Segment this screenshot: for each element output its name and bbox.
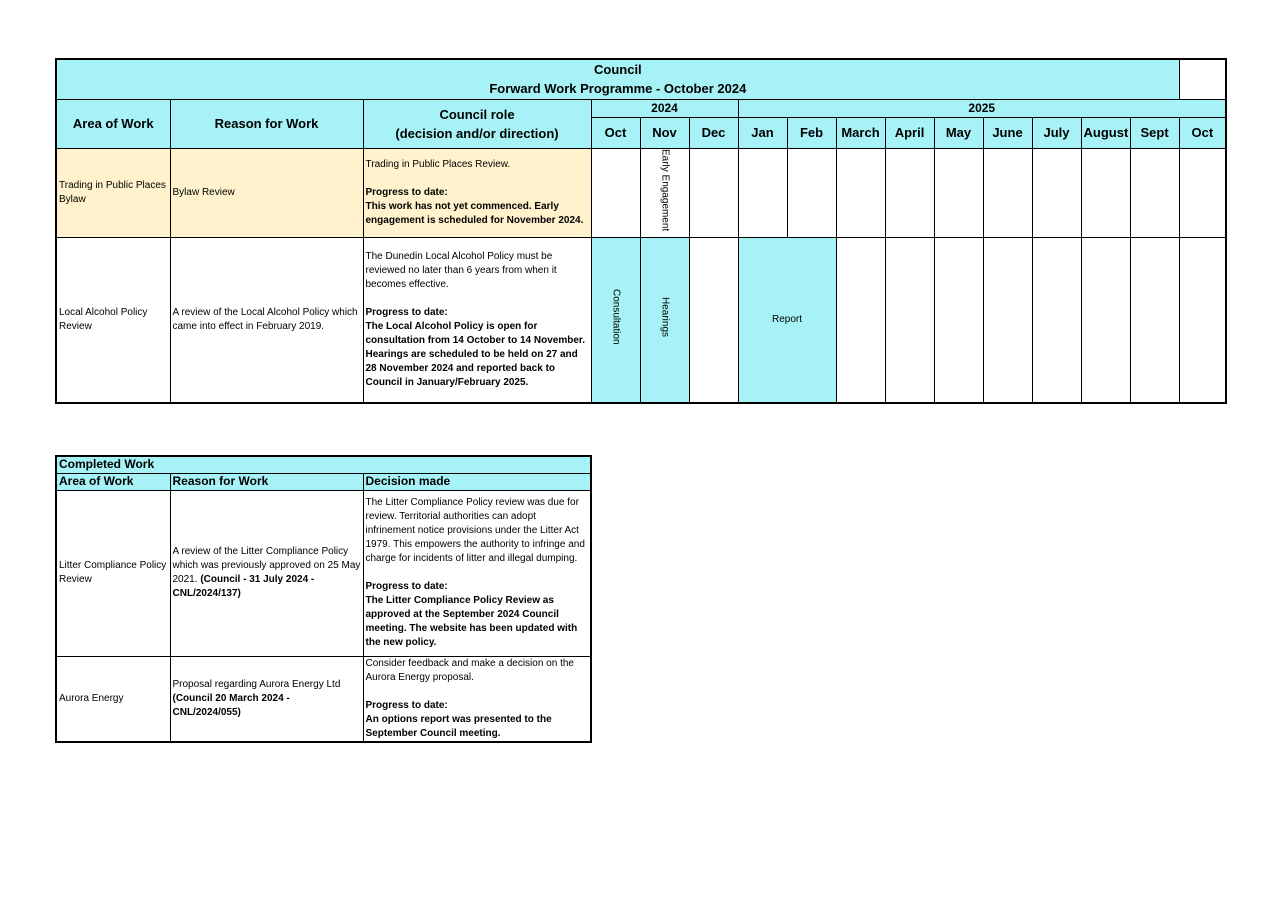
table-row xyxy=(56,237,1226,403)
row-role xyxy=(363,237,591,403)
cell-april xyxy=(885,148,934,237)
completed-work-table xyxy=(55,455,592,743)
completed-work-title: Completed Work xyxy=(56,456,591,473)
row-area: Local Alcohol Policy Review xyxy=(56,237,170,403)
row-area: Trading in Public Places Bylaw xyxy=(56,148,170,237)
header-council-role-line2: (decision and/or direction) xyxy=(395,125,559,141)
header-year-2025: 2025 xyxy=(738,99,1226,117)
row-area: Aurora Energy xyxy=(56,656,170,742)
month-jan: Jan xyxy=(738,117,787,148)
hearings-label: Hearings xyxy=(659,297,671,338)
reason-reference: (Council - 31 July 2024 - CNL/2024/137) xyxy=(172,574,315,599)
cell-march xyxy=(836,237,885,403)
month-sept: Sept xyxy=(1130,117,1179,148)
progress-text: This work has not yet commenced. Early engagement is scheduled for November 2024. xyxy=(365,200,584,226)
reason-text: A review of the Litter Compliance Policy which was previously approved on 25 May 2021. xyxy=(172,546,361,585)
progress-text: The Local Alcohol Policy is open for consultation from 14 October to 14 November. Hearings are scheduled to be held on 27 and 28 November 2024 and reported back to Council in January/February 2025. xyxy=(365,320,585,388)
month-feb: Feb xyxy=(787,117,836,148)
table-row xyxy=(56,656,591,742)
cell-april xyxy=(885,237,934,403)
month-april: April xyxy=(885,117,934,148)
row-reason xyxy=(170,490,363,656)
cell-sept xyxy=(1130,148,1179,237)
cell-jan xyxy=(738,148,787,237)
progress-label: Progress to date: xyxy=(365,306,448,318)
month-march: March xyxy=(836,117,885,148)
table-row xyxy=(56,490,591,656)
cell-august xyxy=(1081,148,1130,237)
cell-july xyxy=(1032,237,1081,403)
row-decision xyxy=(363,490,591,656)
header-council-role-line1: Council role xyxy=(439,106,515,122)
reason-text: Proposal regarding Aurora Energy Ltd xyxy=(172,678,341,690)
header-area-of-work: Area of Work xyxy=(56,99,170,148)
cell-august xyxy=(1081,237,1130,403)
cell-sept xyxy=(1130,237,1179,403)
month-june: June xyxy=(983,117,1032,148)
cell-oct-2024-consultation xyxy=(591,237,640,403)
programme-title xyxy=(56,59,1179,99)
cell-oct-2024 xyxy=(591,148,640,237)
month-nov: Nov xyxy=(640,117,689,148)
cell-may xyxy=(934,148,983,237)
month-dec: Dec xyxy=(689,117,738,148)
month-may: May xyxy=(934,117,983,148)
row-decision xyxy=(363,656,591,742)
cell-nov xyxy=(640,148,689,237)
early-engagement-label: Early Engagement xyxy=(659,148,671,232)
cell-june xyxy=(983,148,1032,237)
header-council-role xyxy=(363,99,591,148)
progress-text: An options report was presented to the September Council meeting. xyxy=(365,713,552,739)
role-text: The Dunedin Local Alcohol Policy must be reviewed no later than 6 years from when it becomes effective. xyxy=(365,250,557,290)
progress-label: Progress to date: xyxy=(365,186,448,198)
cell-july xyxy=(1032,148,1081,237)
header-reason-for-work: Reason for Work xyxy=(170,99,363,148)
cell-dec xyxy=(689,148,738,237)
cell-oct-2025 xyxy=(1179,148,1226,237)
role-text: Trading in Public Places Review. xyxy=(365,158,511,170)
completed-header-area: Area of Work xyxy=(56,473,170,490)
row-reason: A review of the Local Alcohol Policy which came into effect in February 2019. xyxy=(170,237,363,403)
progress-label: Progress to date: xyxy=(365,699,448,711)
month-july: July xyxy=(1032,117,1081,148)
month-oct-2024: Oct xyxy=(591,117,640,148)
consultation-label: Consultation xyxy=(610,289,622,346)
forward-work-programme-table xyxy=(55,58,1227,404)
progress-text: The Litter Compliance Policy Review as approved at the September 2024 Council meeting. The website has been updated with the new policy. xyxy=(365,595,578,648)
month-august: August xyxy=(1081,117,1130,148)
cell-may xyxy=(934,237,983,403)
header-year-2024: 2024 xyxy=(591,99,738,117)
cell-dec xyxy=(689,237,738,403)
row-role xyxy=(363,148,591,237)
cell-nov-hearings xyxy=(640,237,689,403)
row-area: Litter Compliance Policy Review xyxy=(56,490,170,656)
decision-text: Consider feedback and make a decision on the Aurora Energy proposal. xyxy=(365,657,574,683)
programme-title-line1: Council xyxy=(594,62,642,78)
row-reason xyxy=(170,656,363,742)
reason-reference: (Council 20 March 2024 - CNL/2024/055) xyxy=(172,692,290,718)
cell-march xyxy=(836,148,885,237)
progress-label: Progress to date: xyxy=(365,581,448,592)
cell-feb xyxy=(787,148,836,237)
completed-header-decision: Decision made xyxy=(363,473,591,490)
cell-june xyxy=(983,237,1032,403)
table-row xyxy=(56,148,1226,237)
programme-title-line2: Forward Work Programme - October 2024 xyxy=(489,81,747,97)
month-oct-2025: Oct xyxy=(1179,117,1226,148)
cell-jan-feb-report: Report xyxy=(738,237,836,403)
cell-oct-2025 xyxy=(1179,237,1226,403)
row-reason: Bylaw Review xyxy=(170,148,363,237)
completed-header-reason: Reason for Work xyxy=(170,473,363,490)
decision-text: The Litter Compliance Policy review was due for review. Territorial authorities can adopt infrinement notice provisions under the Litter Act 1979. This empowers the authority to infringe and charge for incidents of litter and illegal dumping. xyxy=(365,497,585,564)
